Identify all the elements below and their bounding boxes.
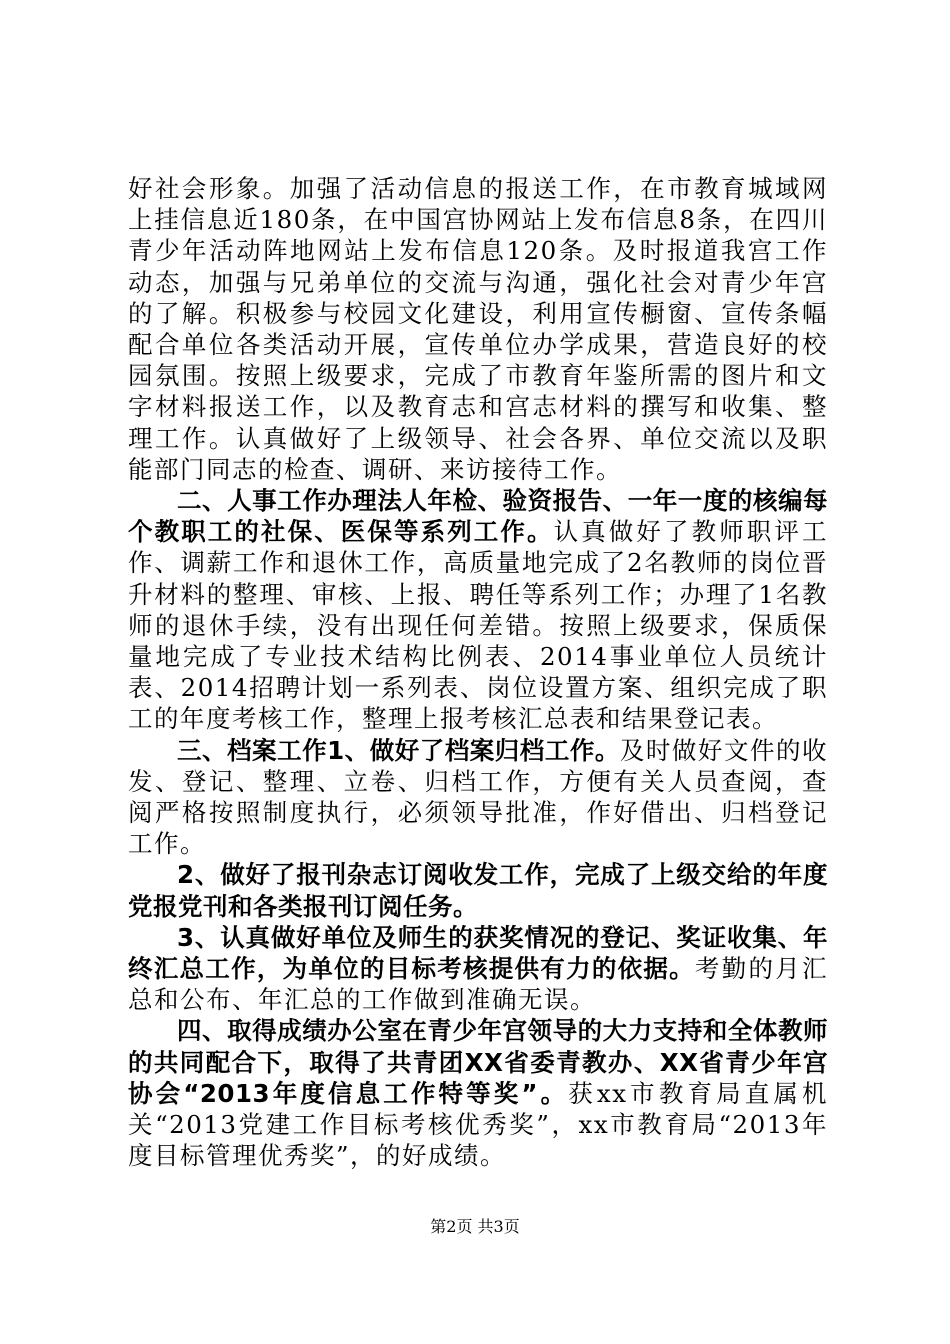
paragraph-heading: 二、人事工作办理法人年检、验资报告、一年一度的核编每个教职工的社保、医保等系列工作。	[128, 486, 828, 547]
paragraph-heading: 3、认真做好单位及师生的获奖情况的登记、奖证收集、年终汇总工作，为单位的目标考核提供有力的依据。	[128, 922, 828, 984]
paragraph-text: 考勤的月汇总和公布、年汇总的工作做到准确无误。	[128, 954, 828, 1015]
paragraph-heading: 四、取得成绩办公室在青少年宫领导的大力支持和全体教师的共同配合下，取得了共青团XX省委青教办、XX省青少年宫协会“2013年度信息工作特等奖”。	[128, 1016, 828, 1108]
document-body	[128, 173, 828, 1172]
paragraph-heading: 三、档案工作1、做好了档案归档工作。	[177, 735, 620, 765]
paragraph-awards-registration	[128, 922, 828, 1016]
page-number-label: 第2页 共3页	[430, 1217, 520, 1236]
paragraph-text: 获xx市教育局直属机关“2013党建工作目标考核优秀奖”，xx市教育局“2013年度目标管理优秀奖”，的好成绩。	[128, 1078, 828, 1171]
paragraph-text: 认真做好了教师职评工作、调薪工作和退休工作，高质量地完成了2名教师的岗位晋升材料的整理、审核、上报、聘任等系列工作；办理了1名教师的退休手续，没有出现任何差错。按照上级要求，保质保量地完成了专业技术结构比例表、2014事业单位人员统计表、2014招聘计划一系列表、岗位设置方案、组织完成了职工的年度考核工作，整理上报考核汇总表和结果登记表。	[128, 517, 829, 734]
paragraph-heading: 2、做好了报刊杂志订阅收发工作，完成了上级交给的年度党报党刊和各类报刊订阅任务。	[128, 860, 828, 921]
paragraph-text: 及时做好文件的收发、登记、整理、立卷、归档工作，方便有关人员查阅，查阅严格按照制度执行，必须领导批准，作好借出、归档登记工作。	[128, 735, 829, 859]
paragraph-archives	[128, 735, 828, 860]
paragraph-periodicals	[128, 859, 828, 921]
paragraph-text: 好社会形象。加强了活动信息的报送工作，在市教育城域网上挂信息近180条，在中国宫协网站上发布信息8条，在四川青少年活动阵地网站上发布信息120条。及时报道我宫工作动态，加强与兄弟单位的交流与沟通，强化社会对青少年宫的了解。积极参与校园文化建设，利用宣传橱窗、宣传条幅配合单位各类活动开展，宣传单位办学成果，营造良好的校园氛围。按照上级要求，完成了市教育年鉴所需的图片和文字材料报送工作，以及教育志和宫志材料的撰写和收集、整理工作。认真做好了上级领导、社会各界、单位交流以及职能部门同志的检查、调研、来访接待工作。	[128, 174, 828, 484]
paragraph-publicity	[128, 173, 828, 485]
page-footer	[0, 1214, 950, 1237]
paragraph-achievements	[128, 1015, 828, 1171]
paragraph-personnel	[128, 485, 828, 735]
